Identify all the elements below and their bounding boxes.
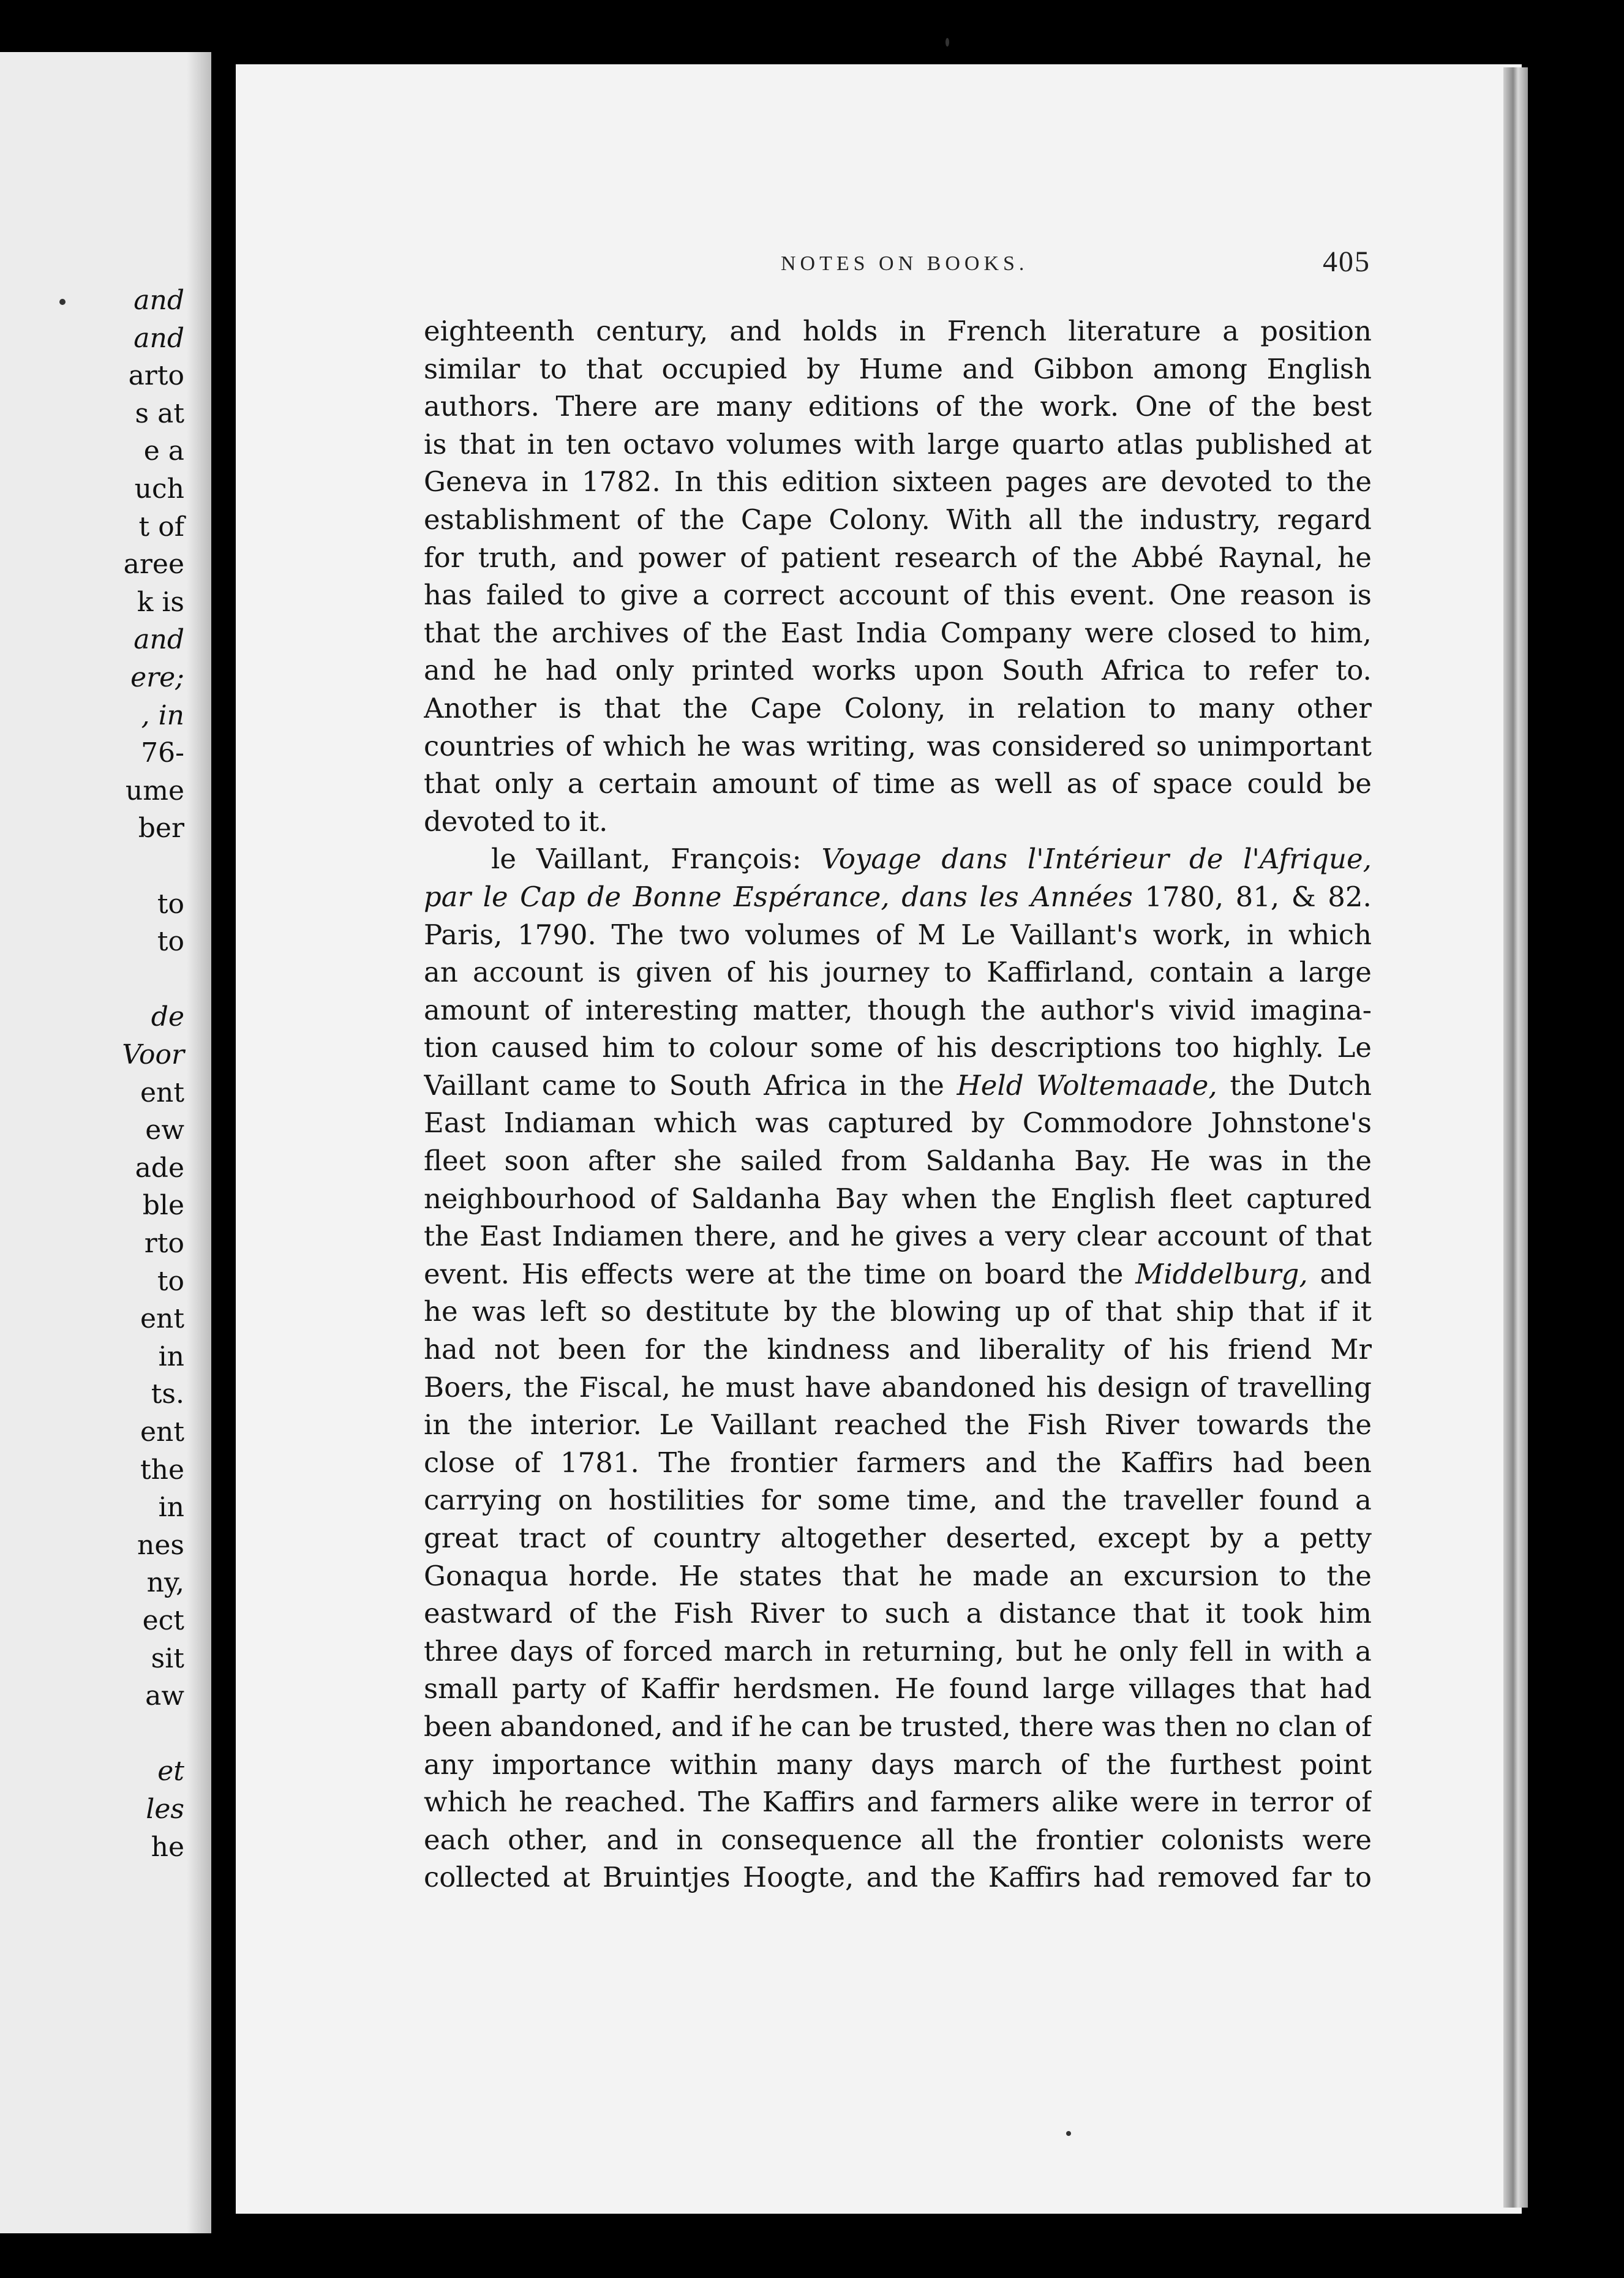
- left-page-fragment: ume: [125, 775, 184, 806]
- left-page-fragment: et: [157, 1756, 184, 1787]
- left-page-fragment: rto: [144, 1228, 184, 1259]
- ink-speck: [1066, 2131, 1071, 2136]
- left-page-fragment: arto: [128, 360, 184, 392]
- left-page-fragment: and: [133, 322, 184, 354]
- text-line: been abandoned, and if he can be trusted, there was then no clan of: [424, 1710, 1372, 1743]
- left-page-fragment: ble: [142, 1190, 184, 1222]
- left-page-fragment: les: [146, 1794, 184, 1825]
- left-page-fragment: ny,: [146, 1567, 184, 1599]
- ink-speck: [59, 299, 66, 305]
- left-page-fragment: ect: [142, 1605, 184, 1636]
- left-page-fragment: 76-: [141, 737, 184, 769]
- left-page-fragment: to: [157, 1265, 184, 1297]
- text-line: similar to that occupied by Hume and Gibbon among English: [424, 352, 1372, 385]
- text-line: an account is given of his journey to Kaffirland, contain a large: [424, 956, 1372, 989]
- left-page-fragment: ent: [140, 1303, 184, 1335]
- text-line: carrying on hostilities for some time, and the traveller found a: [424, 1484, 1372, 1517]
- left-page-fragment: s at: [135, 397, 184, 429]
- left-page-fragment: nes: [137, 1529, 184, 1561]
- page-number: 405: [1323, 246, 1370, 278]
- text-line: for truth, and power of patient research of the Abbé Raynal, he: [424, 541, 1372, 574]
- running-head: NOTES ON BOOKS.: [781, 252, 1029, 275]
- left-page-fragment: ade: [135, 1152, 184, 1184]
- text-line: has failed to give a correct account of this event. One reason is: [424, 579, 1372, 612]
- text-line: eastward of the Fish River to such a distance that it took him: [424, 1597, 1372, 1630]
- text-line: Geneva in 1782. In this edition sixteen pages are devoted to the: [424, 465, 1372, 498]
- left-page-fragment: in: [158, 1492, 184, 1524]
- text-line: he was left so destitute by the blowing up of that ship that if it: [424, 1295, 1372, 1328]
- text-line: that only a certain amount of time as well as of space could be: [424, 767, 1372, 800]
- text-line: had not been for the kindness and liberality of his friend Mr: [424, 1333, 1372, 1366]
- text-line: Vaillant came to South Africa in the Held Woltemaade, the Dutch: [424, 1069, 1372, 1102]
- page-edge: [1503, 67, 1528, 2208]
- left-page-fragment: uch: [134, 473, 184, 505]
- text-line: neighbourhood of Saldanha Bay when the English fleet captured: [424, 1182, 1372, 1215]
- left-page-fragment: , in: [141, 699, 184, 731]
- left-page-fragment: and: [133, 285, 184, 316]
- left-page-fragment: e a: [143, 435, 184, 467]
- text-line: each other, and in consequence all the frontier colonists were: [424, 1823, 1372, 1856]
- text-line: Paris, 1790. The two volumes of M Le Vaillant's work, in which: [424, 918, 1372, 951]
- left-page-fragment: he: [151, 1831, 184, 1863]
- ink-speck: [945, 38, 949, 47]
- left-page-fragment: ere;: [130, 662, 184, 693]
- left-page-fragment: aw: [145, 1680, 184, 1712]
- text-line: le Vaillant, François: Voyage dans l'Intérieur de l'Afrique,: [491, 843, 1372, 876]
- text-line: small party of Kaffir herdsmen. He found large villages that had: [424, 1672, 1372, 1705]
- body-text: [424, 312, 1372, 1896]
- left-page-fragment: k is: [137, 586, 184, 618]
- text-line: three days of forced march in returning, but he only fell in with a: [424, 1634, 1372, 1667]
- text-line: which he reached. The Kaffirs and farmers alike were in terror of: [424, 1786, 1372, 1819]
- text-line: that the archives of the East India Company were closed to him,: [424, 616, 1372, 649]
- text-line: event. His effects were at the time on board the Middelburg, and: [424, 1257, 1372, 1290]
- text-line: the East Indiamen there, and he gives a very clear account of that: [424, 1220, 1372, 1253]
- text-line: par le Cap de Bonne Espérance, dans les Années 1780, 81, & 82.: [424, 880, 1372, 913]
- text-line: Another is that the Cape Colony, in relation to many other: [424, 691, 1372, 724]
- text-line: in the interior. Le Vaillant reached the Fish River towards the: [424, 1408, 1372, 1442]
- text-line: eighteenth century, and holds in French literature a position: [424, 315, 1372, 347]
- left-page-fragment: ber: [138, 813, 184, 844]
- text-line: great tract of country altogether deserted, except by a petty: [424, 1522, 1372, 1554]
- text-line: tion caused him to colour some of his descriptions too highly. Le: [424, 1031, 1372, 1064]
- left-page-fragment: to: [157, 888, 184, 920]
- gutter-shadow: [187, 52, 211, 2233]
- left-page-fragment: de: [151, 1001, 184, 1033]
- text-line: countries of which he was writing, was considered so unimportant: [424, 729, 1372, 762]
- facing-page-left: [0, 52, 211, 2233]
- text-line: amount of interesting matter, though the author's vivid imagina-: [424, 993, 1372, 1026]
- left-page-fragment: ts.: [151, 1378, 184, 1410]
- text-line: close of 1781. The frontier farmers and the Kaffirs had been: [424, 1446, 1372, 1479]
- left-page-fragment: ent: [140, 1416, 184, 1448]
- left-page-fragment: and: [133, 624, 184, 656]
- left-page-fragment: aree: [123, 549, 184, 581]
- text-line: East Indiaman which was captured by Commodore Johnstone's: [424, 1107, 1372, 1140]
- text-line: authors. There are many editions of the work. One of the best: [424, 390, 1372, 423]
- left-page-fragment: the: [140, 1454, 184, 1486]
- text-line: collected at Bruintjes Hoogte, and the Kaffirs had removed far to: [424, 1861, 1372, 1894]
- left-page-fragment: to: [157, 926, 184, 958]
- text-line: any importance within many days march of the furthest point: [424, 1748, 1372, 1781]
- left-page-fragment: in: [158, 1340, 184, 1372]
- left-page-fragment: sit: [151, 1642, 184, 1674]
- left-page-fragment: t of: [138, 511, 184, 543]
- left-page-fragment: ent: [140, 1077, 184, 1108]
- left-page-fragment: Voor: [122, 1039, 184, 1070]
- text-line: is that in ten octavo volumes with large quarto atlas published at: [424, 427, 1372, 460]
- text-line: fleet soon after she sailed from Saldanha Bay. He was in the: [424, 1145, 1372, 1178]
- left-page-fragment: ew: [145, 1115, 184, 1146]
- text-line: and he had only printed works upon South Africa to refer to.: [424, 654, 1372, 687]
- text-line: devoted to it.: [424, 805, 608, 838]
- text-line: Gonaqua horde. He states that he made an excursion to the: [424, 1559, 1372, 1592]
- text-line: Boers, the Fiscal, he must have abandoned his design of travelling: [424, 1370, 1372, 1404]
- text-line: establishment of the Cape Colony. With all the industry, regard: [424, 503, 1372, 536]
